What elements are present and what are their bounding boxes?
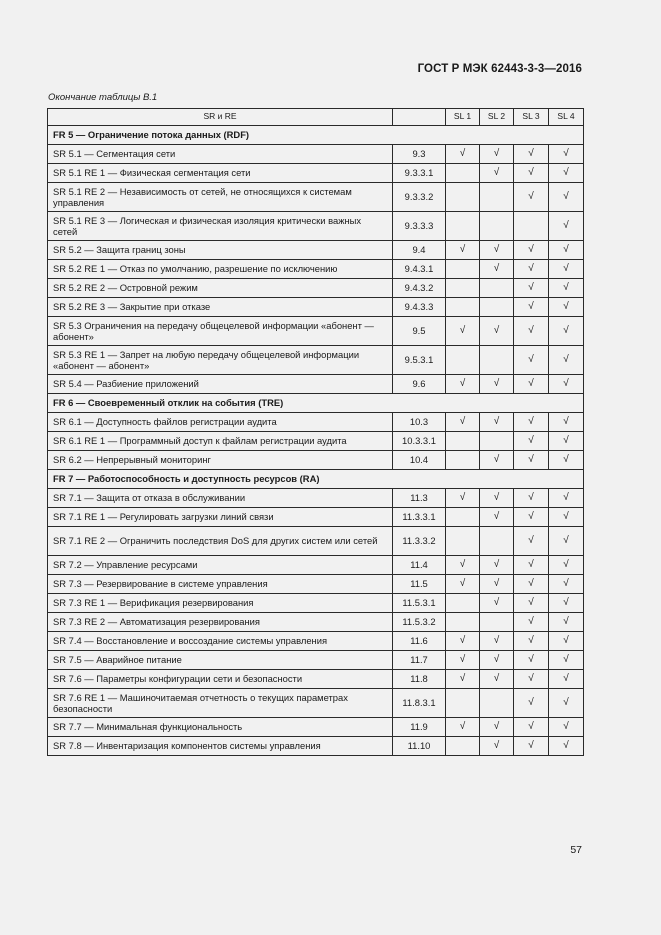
requirement-name: SR 7.1 RE 1 — Регулировать загрузки линий связи (48, 508, 393, 527)
requirement-name: SR 7.6 RE 1 — Машиночитаемая отчетность о текущих параметрах безопасности (48, 689, 393, 718)
requirement-name: SR 5.2 RE 1 — Отказ по умолчанию, разрешение по исключению (48, 260, 393, 279)
clause-number: 9.4 (393, 241, 446, 260)
sl3-mark: √ (514, 432, 549, 451)
clause-number: 9.4.3.1 (393, 260, 446, 279)
requirement-name: SR 5.2 RE 3 — Закрытие при отказе (48, 298, 393, 317)
table-row (48, 375, 584, 394)
table-row (48, 489, 584, 508)
sl3-mark: √ (514, 413, 549, 432)
sl4-mark: √ (549, 508, 584, 527)
sl4-mark: √ (549, 737, 584, 756)
sl3-mark: √ (514, 556, 549, 575)
clause-number: 10.3 (393, 413, 446, 432)
sl4-mark: √ (549, 260, 584, 279)
sl4-mark: √ (549, 670, 584, 689)
sl4-mark: √ (549, 145, 584, 164)
requirement-name: SR 5.1 RE 2 — Независимость от сетей, не относящихся к системам управления (48, 183, 393, 212)
sl2-mark: √ (480, 718, 514, 737)
sl3-mark: √ (514, 632, 549, 651)
sl2-mark: √ (480, 413, 514, 432)
requirement-name: SR 7.4 — Восстановление и воссоздание системы управления (48, 632, 393, 651)
sl2-mark: √ (480, 375, 514, 394)
sl3-mark: √ (514, 145, 549, 164)
section-title: FR 5 — Ограничение потока данных (RDF) (48, 126, 584, 145)
clause-number: 9.3.3.3 (393, 212, 446, 241)
table-row (48, 279, 584, 298)
clause-number: 11.4 (393, 556, 446, 575)
table-row (48, 346, 584, 375)
sl3-mark: √ (514, 489, 549, 508)
sl4-mark: √ (549, 432, 584, 451)
sl2-mark: √ (480, 164, 514, 183)
table-row (48, 298, 584, 317)
sl3-mark: √ (514, 594, 549, 613)
requirements-table (47, 108, 584, 756)
page-number: 57 (570, 844, 582, 856)
sl4-mark: √ (549, 183, 584, 212)
requirement-name: SR 7.6 — Параметры конфигурации сети и безопасности (48, 670, 393, 689)
sl3-mark: √ (514, 298, 549, 317)
sl3-mark: √ (514, 375, 549, 394)
sl3-mark: √ (514, 670, 549, 689)
sl4-mark: √ (549, 594, 584, 613)
table-row (48, 689, 584, 718)
table-row (48, 575, 584, 594)
clause-number: 11.3 (393, 489, 446, 508)
sl3-mark: √ (514, 164, 549, 183)
sl4-mark: √ (549, 164, 584, 183)
sl2-mark (480, 527, 514, 556)
requirement-name: SR 7.2 — Управление ресурсами (48, 556, 393, 575)
sl2-mark: √ (480, 632, 514, 651)
requirement-name: SR 7.3 RE 1 — Верификация резервирования (48, 594, 393, 613)
table-row (48, 451, 584, 470)
requirement-name: SR 5.2 — Защита границ зоны (48, 241, 393, 260)
clause-number: 10.4 (393, 451, 446, 470)
requirement-name: SR 6.1 RE 1 — Программный доступ к файлам регистрации аудита (48, 432, 393, 451)
table-row (48, 432, 584, 451)
sl4-mark: √ (549, 527, 584, 556)
table-row (48, 145, 584, 164)
sl2-mark (480, 689, 514, 718)
clause-number: 10.3.3.1 (393, 432, 446, 451)
sl1-mark (446, 432, 480, 451)
sl2-mark (480, 212, 514, 241)
clause-number: 11.7 (393, 651, 446, 670)
document-header: ГОСТ Р МЭК 62443-3-3—2016 (417, 63, 582, 75)
table-row (48, 260, 584, 279)
clause-number: 9.4.3.2 (393, 279, 446, 298)
requirement-name: SR 5.3 RE 1 — Запрет на любую передачу общецелевой информации «абонент — абонент» (48, 346, 393, 375)
sl3-mark: √ (514, 317, 549, 346)
clause-number: 9.3.3.1 (393, 164, 446, 183)
clause-number: 11.8.3.1 (393, 689, 446, 718)
sl1-mark (446, 346, 480, 375)
requirement-name: SR 7.3 — Резервирование в системе управления (48, 575, 393, 594)
requirement-name: SR 5.4 — Разбиение приложений (48, 375, 393, 394)
sl1-mark (446, 594, 480, 613)
sl2-mark: √ (480, 737, 514, 756)
sl2-mark: √ (480, 241, 514, 260)
clause-number: 9.6 (393, 375, 446, 394)
section-title: FR 7 — Работоспособность и доступность ресурсов (RA) (48, 470, 584, 489)
sl1-mark (446, 212, 480, 241)
table-caption: Окончание таблицы В.1 (48, 92, 158, 103)
clause-number: 9.5.3.1 (393, 346, 446, 375)
sl2-mark (480, 183, 514, 212)
sl1-mark: √ (446, 413, 480, 432)
sl1-mark: √ (446, 575, 480, 594)
section-row (48, 470, 584, 489)
requirement-name: SR 7.1 — Защита от отказа в обслуживании (48, 489, 393, 508)
clause-number: 9.3.3.2 (393, 183, 446, 212)
clause-number: 11.6 (393, 632, 446, 651)
sl2-mark (480, 432, 514, 451)
sl2-mark: √ (480, 489, 514, 508)
requirement-name: SR 7.7 — Минимальная функциональность (48, 718, 393, 737)
sl4-mark: √ (549, 489, 584, 508)
sl4-mark: √ (549, 317, 584, 346)
sl3-mark: √ (514, 241, 549, 260)
sl2-mark: √ (480, 317, 514, 346)
table-row (48, 594, 584, 613)
sl2-mark: √ (480, 145, 514, 164)
sl2-mark: √ (480, 260, 514, 279)
clause-number: 9.5 (393, 317, 446, 346)
sl4-mark: √ (549, 451, 584, 470)
sl1-mark: √ (446, 718, 480, 737)
sl1-mark: √ (446, 556, 480, 575)
sl4-mark: √ (549, 241, 584, 260)
table-row (48, 613, 584, 632)
sl4-mark: √ (549, 632, 584, 651)
sl3-mark: √ (514, 737, 549, 756)
section-row (48, 126, 584, 145)
table-row (48, 183, 584, 212)
sl3-mark: √ (514, 689, 549, 718)
requirement-name: SR 5.3 Ограничения на передачу общецелевой информации «абонент — абонент» (48, 317, 393, 346)
clause-number: 11.5.3.1 (393, 594, 446, 613)
sl2-mark (480, 298, 514, 317)
table-row (48, 670, 584, 689)
sl3-mark: √ (514, 527, 549, 556)
column-header-sl2: SL 2 (480, 109, 514, 126)
sl2-mark: √ (480, 651, 514, 670)
table-row (48, 317, 584, 346)
sl3-mark: √ (514, 508, 549, 527)
clause-number: 11.3.3.1 (393, 508, 446, 527)
column-header-sr-re: SR и RE (48, 109, 393, 126)
requirement-name: SR 5.1 RE 1 — Физическая сегментация сети (48, 164, 393, 183)
clause-number: 11.5 (393, 575, 446, 594)
sl3-mark: √ (514, 575, 549, 594)
clause-number: 11.8 (393, 670, 446, 689)
table-row (48, 651, 584, 670)
sl3-mark (514, 212, 549, 241)
sl1-mark: √ (446, 651, 480, 670)
sl3-mark: √ (514, 718, 549, 737)
sl3-mark: √ (514, 651, 549, 670)
clause-number: 11.10 (393, 737, 446, 756)
sl1-mark: √ (446, 145, 480, 164)
clause-number: 11.3.3.2 (393, 527, 446, 556)
sl1-mark (446, 451, 480, 470)
sl3-mark: √ (514, 451, 549, 470)
table-row (48, 413, 584, 432)
sl1-mark: √ (446, 375, 480, 394)
requirement-name: SR 7.3 RE 2 — Автоматизация резервирования (48, 613, 393, 632)
requirement-name: SR 7.8 — Инвентаризация компонентов системы управления (48, 737, 393, 756)
sl4-mark: √ (549, 613, 584, 632)
sl1-mark: √ (446, 489, 480, 508)
sl4-mark: √ (549, 279, 584, 298)
sl2-mark (480, 346, 514, 375)
sl2-mark (480, 279, 514, 298)
table-row (48, 241, 584, 260)
clause-number: 11.9 (393, 718, 446, 737)
sl3-mark: √ (514, 346, 549, 375)
sl2-mark: √ (480, 670, 514, 689)
section-title: FR 6 — Своевременный отклик на события (TRE) (48, 394, 584, 413)
requirement-name: SR 5.2 RE 2 — Островной режим (48, 279, 393, 298)
table-row (48, 164, 584, 183)
requirement-name: SR 6.1 — Доступность файлов регистрации аудита (48, 413, 393, 432)
clause-number: 9.4.3.3 (393, 298, 446, 317)
clause-number: 9.3 (393, 145, 446, 164)
section-row (48, 394, 584, 413)
column-header-code (393, 109, 446, 126)
requirement-name: SR 5.1 — Сегментация сети (48, 145, 393, 164)
sl2-mark (480, 613, 514, 632)
sl2-mark: √ (480, 575, 514, 594)
sl3-mark: √ (514, 183, 549, 212)
requirement-name: SR 7.5 — Аварийное питание (48, 651, 393, 670)
sl4-mark: √ (549, 212, 584, 241)
sl4-mark: √ (549, 651, 584, 670)
requirement-name: SR 6.2 — Непрерывный мониторинг (48, 451, 393, 470)
sl1-mark (446, 183, 480, 212)
sl4-mark: √ (549, 556, 584, 575)
sl4-mark: √ (549, 413, 584, 432)
column-header-sl4: SL 4 (549, 109, 584, 126)
table-row (48, 556, 584, 575)
sl1-mark (446, 737, 480, 756)
sl1-mark (446, 613, 480, 632)
table-body (48, 126, 584, 756)
sl2-mark: √ (480, 451, 514, 470)
sl1-mark: √ (446, 670, 480, 689)
table-row (48, 737, 584, 756)
sl1-mark (446, 164, 480, 183)
table-row (48, 718, 584, 737)
sl1-mark: √ (446, 632, 480, 651)
sl1-mark (446, 279, 480, 298)
table-row (48, 508, 584, 527)
sl3-mark: √ (514, 260, 549, 279)
requirement-name: SR 7.1 RE 2 — Ограничить последствия DoS для других систем или сетей (48, 527, 393, 556)
table-row (48, 632, 584, 651)
sl1-mark (446, 689, 480, 718)
sl1-mark (446, 298, 480, 317)
column-header-sl3: SL 3 (514, 109, 549, 126)
sl1-mark (446, 260, 480, 279)
sl4-mark: √ (549, 575, 584, 594)
column-header-sl1: SL 1 (446, 109, 480, 126)
sl4-mark: √ (549, 346, 584, 375)
requirement-name: SR 5.1 RE 3 — Логическая и физическая изоляция критически важных сетей (48, 212, 393, 241)
sl2-mark: √ (480, 594, 514, 613)
sl1-mark: √ (446, 317, 480, 346)
sl4-mark: √ (549, 689, 584, 718)
sl1-mark (446, 508, 480, 527)
sl2-mark: √ (480, 556, 514, 575)
table-header-row (48, 109, 584, 126)
sl3-mark: √ (514, 279, 549, 298)
sl1-mark: √ (446, 241, 480, 260)
sl4-mark: √ (549, 375, 584, 394)
table-row (48, 527, 584, 556)
sl3-mark: √ (514, 613, 549, 632)
table-row (48, 212, 584, 241)
clause-number: 11.5.3.2 (393, 613, 446, 632)
sl1-mark (446, 527, 480, 556)
sl4-mark: √ (549, 298, 584, 317)
sl2-mark: √ (480, 508, 514, 527)
sl4-mark: √ (549, 718, 584, 737)
